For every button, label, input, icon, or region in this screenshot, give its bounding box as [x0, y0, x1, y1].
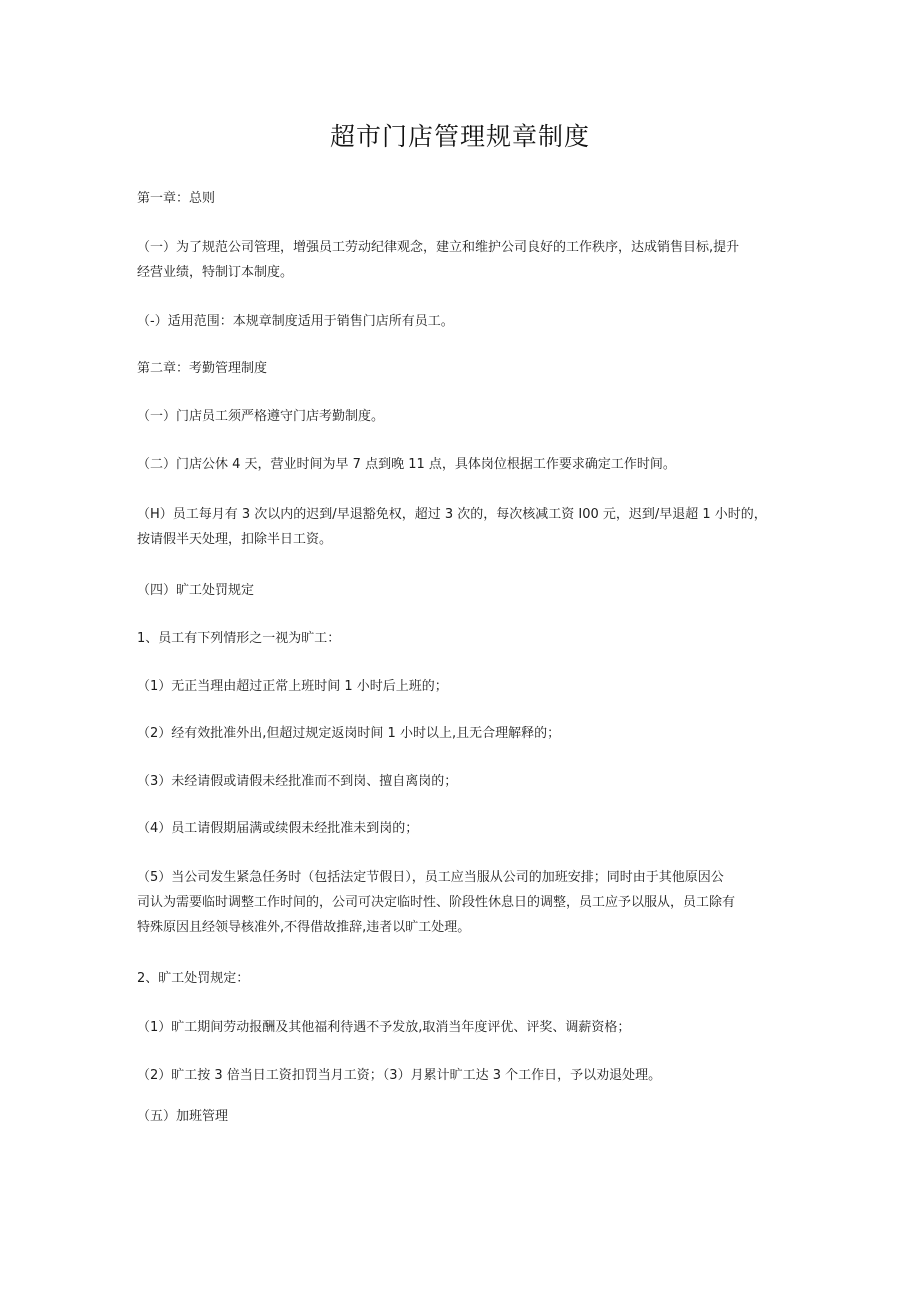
text-line: 2、旷工处罚规定：: [137, 971, 250, 986]
paragraph: [137, 309, 787, 334]
text-line: （4）员工请假期届满或续假未经批准未到岗的；: [137, 821, 419, 836]
text-line: （2）经有效批准外出,但超过规定返岗时间 1 小时以上,且无合理解释的；: [137, 726, 561, 741]
list-item: [137, 674, 787, 699]
paragraph: [137, 235, 787, 285]
paragraph: [137, 452, 787, 477]
text-line: （一）门店员工须严格遵守门店考勤制度。: [137, 409, 385, 424]
text-line: 第一章：总则: [137, 191, 216, 206]
text-line: （二）门店公休 4 天，营业时间为早 7 点到晚 11 点，具体岗位根据工作要求确定工作时间。: [137, 457, 676, 472]
text-line: 特殊原因且经领导核准外,不得借故推辞,违者以旷工处理。: [137, 920, 471, 935]
text-line: （1）旷工期间劳动报酬及其他福利待遇不予发放,取消当年度评优、评奖、调薪资格；: [137, 1020, 631, 1035]
list-item: [137, 865, 787, 940]
text-line: 1、员工有下列情形之一视为旷工：: [137, 631, 341, 646]
list-item: [137, 1063, 787, 1088]
text-line: 按请假半天处理，扣除半日工资。: [137, 532, 333, 547]
section-heading: [137, 1104, 787, 1129]
text-line: （1）无正当理由超过正常上班时间 1 小时后上班的；: [137, 679, 448, 694]
paragraph: [137, 502, 787, 552]
text-line: （5）当公司发生紧急任务时（包括法定节假日），员工应当服从公司的加班安排；同时由于其他原因公: [137, 870, 724, 885]
text-line: 经营业绩，特制订本制度。: [137, 265, 294, 280]
chapter-heading: [137, 356, 787, 381]
paragraph: [137, 404, 787, 429]
list-item: [137, 1015, 787, 1040]
list-item: [137, 721, 787, 746]
chapter-heading: [137, 186, 787, 211]
text-line: （3）未经请假或请假未经批准而不到岗、擅自离岗的；: [137, 774, 458, 789]
text-line: （H）员工每月有 3 次以内的迟到/早退豁免权，超过 3 次的，每次核减工资 I00 元，迟到/早退超 1 小时的，: [137, 507, 767, 522]
text-line: （四）旷工处罚规定: [137, 583, 255, 598]
paragraph: [137, 626, 787, 651]
section-heading: [137, 578, 787, 603]
text-line: （2）旷工按 3 倍当日工资扣罚当月工资；（3）月累计旷工达 3 个工作日，予以劝退处理。: [137, 1068, 662, 1083]
text-line: （五）加班管理: [137, 1109, 229, 1124]
list-item: [137, 816, 787, 841]
text-line: （-）适用范围：本规章制度适用于销售门店所有员工。: [137, 314, 454, 329]
text-line: 司认为需要临时调整工作时间的，公司可决定临时性、阶段性休息日的调整，员工应予以服从，员工除有: [137, 895, 736, 910]
document-title: 超市门店管理规章制度: [329, 122, 590, 151]
text-line: 第二章：考勤管理制度: [137, 361, 268, 376]
paragraph: [137, 966, 787, 991]
text-line: （一）为了规范公司管理，增强员工劳动纪律观念，建立和维护公司良好的工作秩序，达成销售目标,提升: [137, 240, 740, 255]
list-item: [137, 769, 787, 794]
